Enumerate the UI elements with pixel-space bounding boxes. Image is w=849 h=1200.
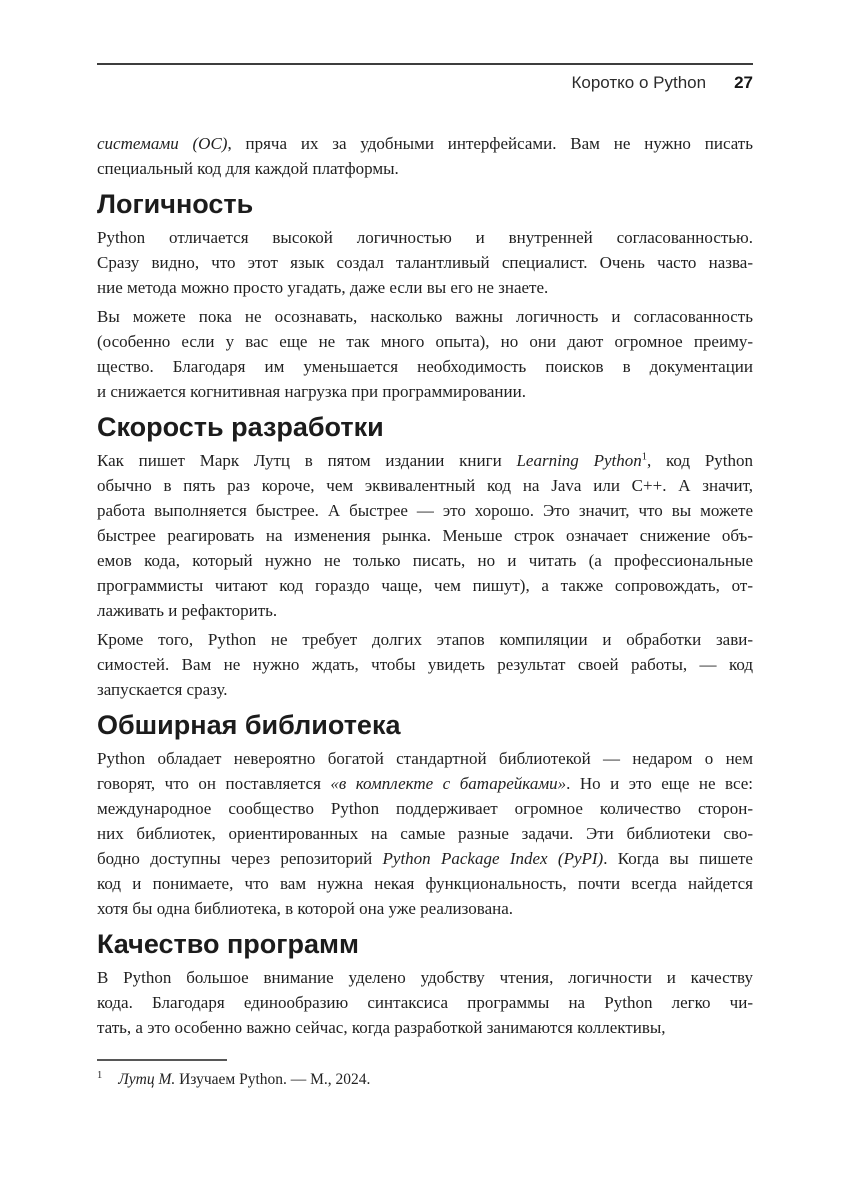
text-line [97, 250, 753, 275]
text-segment: и снижается когнитивная нагрузка при программировании. [97, 382, 526, 401]
italic-text: системами (ОС) [97, 134, 228, 153]
section-heading: Обширная библиотека [97, 710, 401, 740]
text-segment: Кроме того, Python не требует долгих этапов компиляции и обработки зави- [97, 630, 753, 649]
text-line [97, 965, 753, 990]
text-segment: запускается сразу. [97, 680, 228, 699]
text-line [97, 677, 753, 702]
text-segment: . Но и это еще не все: [566, 774, 753, 793]
text-line [97, 627, 753, 652]
text-segment: код и понимаете, что вам нужна некая функциональность, почти всегда найдется [97, 874, 753, 893]
text-segment: кода. Благодаря единообразию синтаксиса программы на Python легко чи- [97, 993, 753, 1012]
paragraph [97, 627, 753, 702]
text-segment: Python отличается высокой логичностью и внутренней согласованностью. [97, 228, 753, 247]
text-line [97, 771, 753, 796]
italic-text: Лутц М. [118, 1071, 176, 1088]
text-line [97, 354, 753, 379]
text-segment: хотя бы одна библиотека, в которой она уже реализована. [97, 899, 514, 918]
italic-text: Python Package Index (PyPI) [382, 849, 604, 868]
text-segment: , код Python [646, 451, 753, 470]
text-segment: лаживать и рефакторить. [97, 601, 278, 620]
text-segment: бодно доступны через репозиторий [97, 849, 383, 868]
text-segment: них библиотек, ориентированных на самые разные задачи. Эти библиотеки сво- [97, 824, 753, 843]
footnote-text [97, 1061, 753, 1090]
text-line [97, 329, 753, 354]
text-segment: тать, а это особенно важно сейчас, когда разработкой занимаются коллективы, [97, 1018, 666, 1037]
paragraph [97, 304, 753, 404]
text-line [97, 523, 753, 548]
text-line [97, 896, 753, 921]
footnote-marker: 1 [97, 1069, 103, 1081]
footnote [97, 1059, 753, 1090]
text-line [97, 498, 753, 523]
text-segment: В Python большое внимание уделено удобству чтения, логичности и качеству [97, 968, 753, 987]
text-line [97, 871, 753, 896]
text-segment: . Когда вы пишете [603, 849, 753, 868]
text-segment: специальный код для каждой платформы. [97, 159, 399, 178]
text-segment: Python обладает невероятно богатой стандартной библиотекой — недаром о нем [97, 749, 753, 768]
text-segment: Изучаем Python. — М., 2024. [175, 1071, 371, 1088]
text-segment: международное сообщество Python поддерживает огромное количество сторон- [97, 799, 753, 818]
footnote-body [118, 1071, 370, 1088]
text-line [97, 746, 753, 771]
text-line [97, 990, 753, 1015]
text-line [97, 156, 753, 181]
text-segment: работа выполняется быстрее. А быстрее — это хорошо. Это значит, что вы можете [97, 501, 753, 520]
text-line [97, 796, 753, 821]
text-line [97, 598, 753, 623]
paragraph [97, 965, 753, 1040]
italic-text: «в комплекте с батарейками» [330, 774, 567, 793]
paragraph [97, 131, 753, 181]
section-heading: Качество программ [97, 929, 359, 959]
text-segment: симостей. Вам не нужно ждать, чтобы увидеть результат своей работы, — код [97, 655, 753, 674]
text-line [97, 225, 753, 250]
italic-text: Learning Python [516, 451, 642, 470]
paragraph [97, 448, 753, 623]
text-segment: ние метода можно просто угадать, даже если вы его не знаете. [97, 278, 549, 297]
text-segment: программисты читают код гораздо чаще, чем пишут), а также сопровождать, от- [97, 576, 753, 595]
text-segment: Сразу видно, что этот язык создал талантливый специалист. Очень часто назва- [97, 253, 753, 272]
text-line [97, 448, 753, 473]
page-body [97, 131, 753, 1040]
running-head [97, 63, 753, 95]
text-line [97, 548, 753, 573]
paragraph [97, 225, 753, 300]
section-heading: Скорость разработки [97, 412, 384, 442]
text-segment: говорят, что он поставляется [97, 774, 331, 793]
text-segment: (особенно если у вас еще не так много опыта), но они дают огромное преиму- [97, 332, 753, 351]
paragraph [97, 746, 753, 921]
text-segment: щество. Благодаря им уменьшается необходимость поисков в документации [97, 357, 753, 376]
page-number: 27 [734, 73, 753, 92]
running-title: Коротко о Python [571, 73, 707, 92]
text-line [97, 275, 753, 300]
text-segment: обычно в пять раз короче, чем эквивалентный код на Java или C++. А значит, [97, 476, 753, 495]
text-line [97, 1015, 753, 1040]
text-segment: Как пишет Марк Лутц в пятом издании книги [97, 451, 517, 470]
text-line [97, 131, 753, 156]
text-segment: быстрее реагировать на изменения рынка. Меньше строк означает снижение объ- [97, 526, 753, 545]
text-segment: емов кода, который нужно не только писать, но и читать (а профессиональные [97, 551, 753, 570]
text-line [97, 473, 753, 498]
text-line [97, 821, 753, 846]
text-segment: , пряча их за удобными интерфейсами. Вам не нужно писать [227, 134, 753, 153]
footnote-reference: 1 [641, 451, 647, 463]
text-line [97, 652, 753, 677]
section-heading: Логичность [97, 189, 254, 219]
text-line [97, 379, 753, 404]
text-line [97, 304, 753, 329]
text-line [97, 846, 753, 871]
text-segment: Вы можете пока не осознавать, насколько важны логичность и согласованность [97, 307, 753, 326]
text-line [97, 573, 753, 598]
